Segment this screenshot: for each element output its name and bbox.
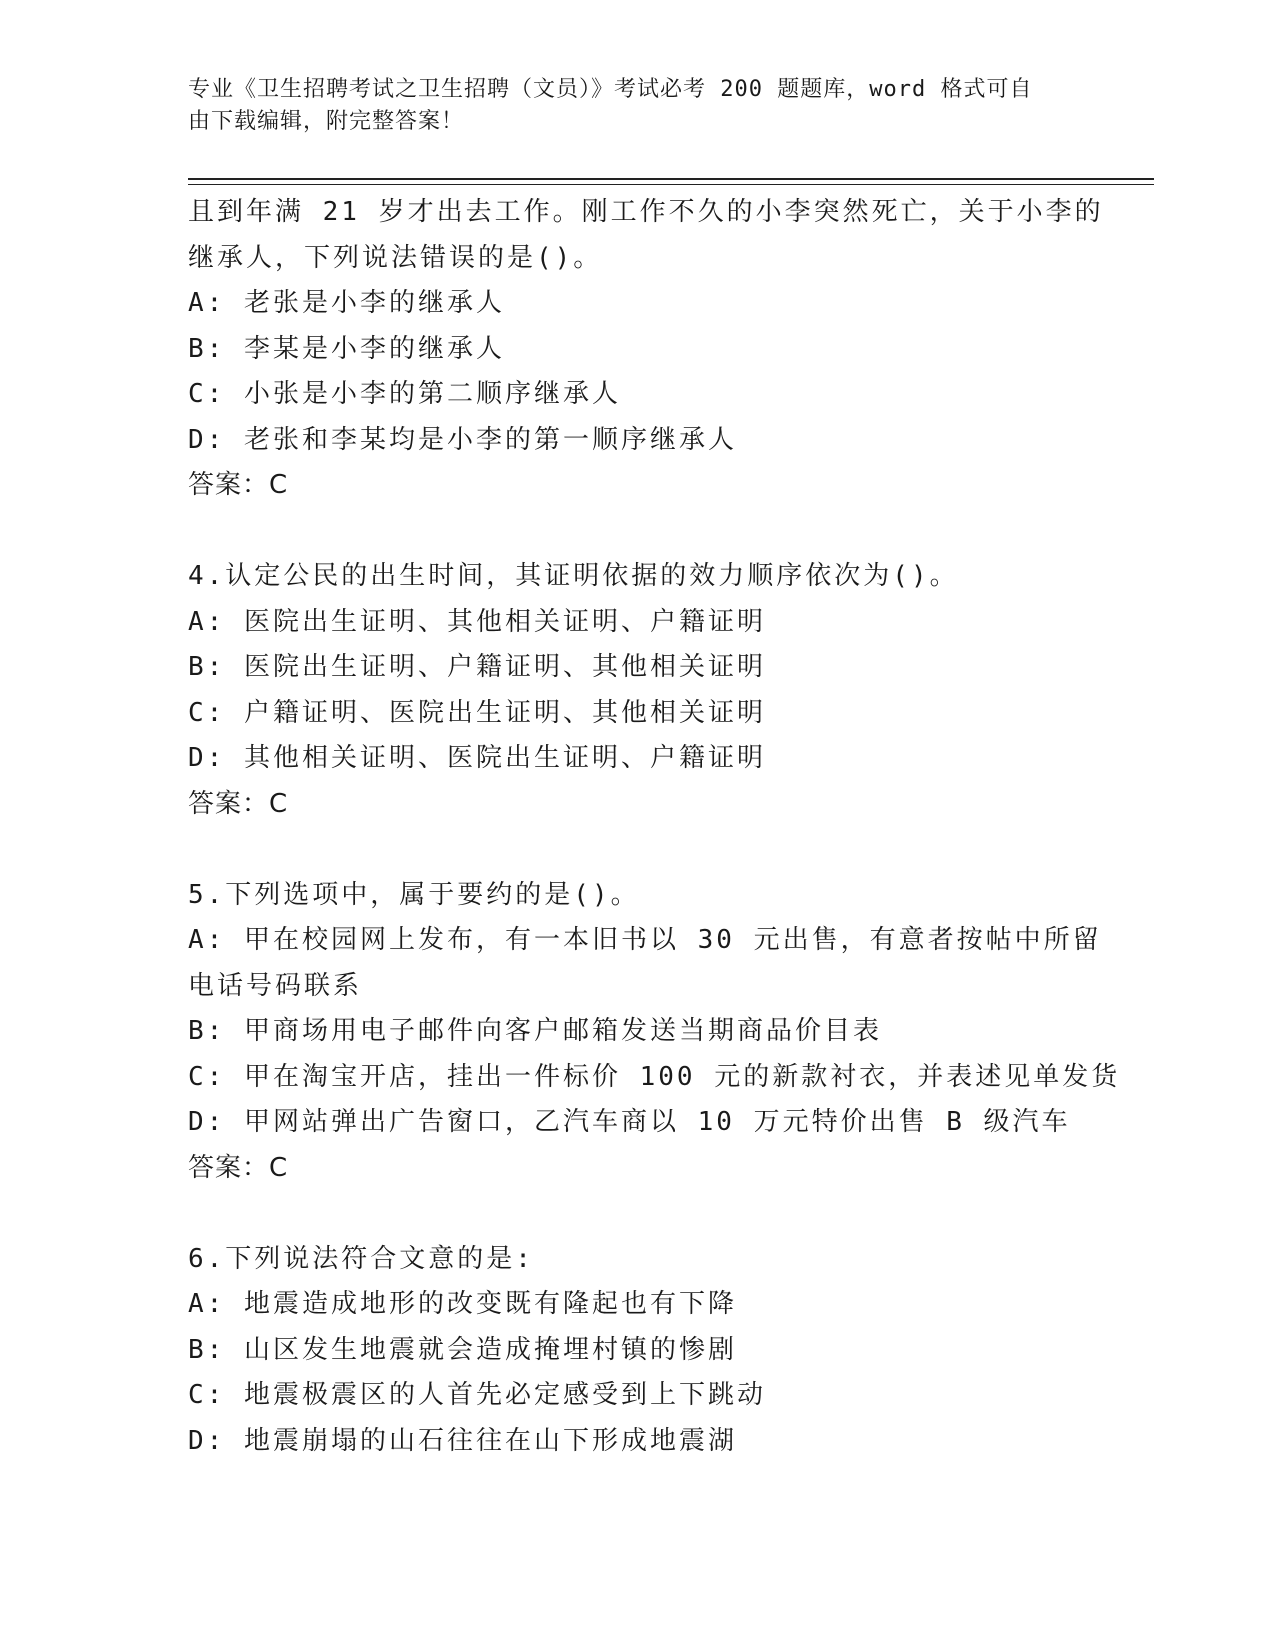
option-b: B: 医院出生证明、户籍证明、其他相关证明 xyxy=(188,652,766,682)
option-c: C: 地震极震区的人首先必定感受到上下跳动 xyxy=(188,1380,766,1410)
answer-line: 答案：C xyxy=(188,1152,289,1183)
option-a: A: 老张是小李的继承人 xyxy=(188,288,505,318)
option-b: B: 甲商场用电子邮件向客户邮箱发送当期商品价目表 xyxy=(188,1016,882,1046)
question-item xyxy=(188,873,1121,1192)
option-a: A: 甲在校园网上发布，有一本旧书以 30 元出售，有意者按帖中所留 xyxy=(188,925,1102,955)
option-b: B: 山区发生地震就会造成掩埋村镇的惨剧 xyxy=(188,1334,737,1365)
question-stem: 继承人，下列说法错误的是()。 xyxy=(188,242,603,273)
option-d: D: 地震崩塌的山石往往在山下形成地震湖 xyxy=(188,1425,737,1456)
question-list xyxy=(188,190,1121,1464)
header-title-line-1: 专业《卫生招聘考试之卫生招聘（文员）》考试必考 200 题题库，word 格式可自 xyxy=(188,77,1033,102)
option-a: A: 地震造成地形的改变既有隆起也有下降 xyxy=(188,1289,737,1319)
option-a: A: 医院出生证明、其他相关证明、户籍证明 xyxy=(188,606,766,637)
header-divider-thin xyxy=(188,184,1154,185)
option-c: C: 户籍证明、医院出生证明、其他相关证明 xyxy=(188,697,766,728)
document-header xyxy=(188,74,1088,138)
header-title-line-2: 由下载编辑，附完整答案！ xyxy=(188,109,465,134)
spacer xyxy=(188,827,1088,873)
option-c: C: 甲在淘宝开店，挂出一件标价 100 元的新款衬衣，并表述见单发货 xyxy=(188,1061,1121,1092)
option-d: D: 其他相关证明、医院出生证明、户籍证明 xyxy=(188,743,766,773)
question-stem: 4.认定公民的出生时间，其证明依据的效力顺序依次为()。 xyxy=(188,561,959,591)
option-d: D: 老张和李某均是小李的第一顺序继承人 xyxy=(188,424,737,455)
option-c: C: 小张是小李的第二顺序继承人 xyxy=(188,379,621,409)
answer-line: 答案：C xyxy=(188,470,289,500)
question-item xyxy=(188,554,1088,827)
option-b: B: 李某是小李的继承人 xyxy=(188,333,505,364)
question-stem: 5.下列选项中，属于要约的是()。 xyxy=(188,879,640,910)
spacer xyxy=(188,1191,1088,1237)
option-a-continued: 电话号码联系 xyxy=(188,970,363,1001)
answer-line: 答案：C xyxy=(188,788,289,819)
header-divider-thick xyxy=(188,178,1154,180)
question-item xyxy=(188,1237,1088,1465)
spacer xyxy=(188,509,1088,555)
question-item xyxy=(188,190,1104,509)
question-stem: 且到年满 21 岁才出去工作。刚工作不久的小李突然死亡，关于小李的 xyxy=(188,197,1104,227)
option-d: D: 甲网站弹出广告窗口，乙汽车商以 10 万元特价出售 B 级汽车 xyxy=(188,1107,1071,1137)
question-stem: 6.下列说法符合文意的是: xyxy=(188,1243,534,1274)
